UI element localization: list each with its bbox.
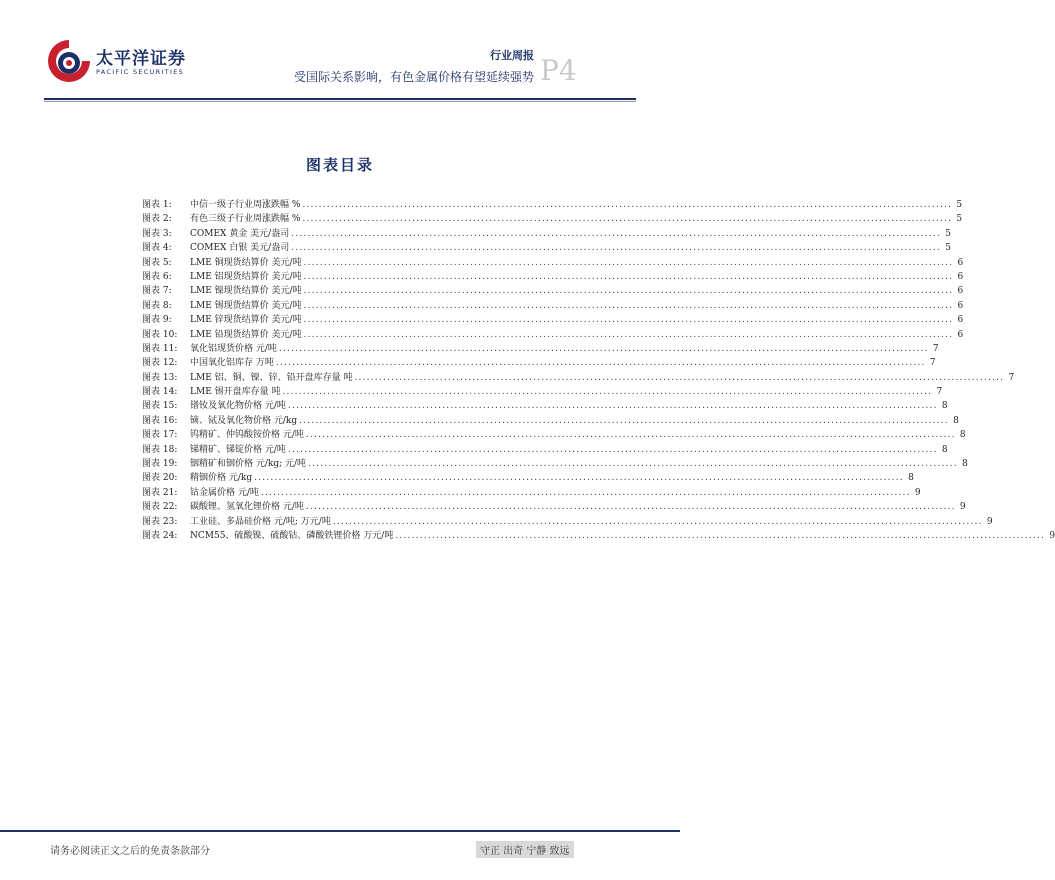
toc-item-title: COMEX 黄金 美元/盎司: [190, 228, 290, 239]
toc-item[interactable]: [142, 284, 964, 298]
toc-item[interactable]: [142, 414, 959, 428]
toc-item-label: 图表 19:: [142, 459, 178, 470]
toc-item-title: LME 铅现货结算价 美元/吨: [190, 329, 302, 340]
toc-item-title: LME 铝现货结算价 美元/吨: [190, 271, 302, 282]
toc-item-label: 图表 21:: [142, 487, 178, 498]
toc-item-page: 9: [959, 502, 966, 513]
toc-item-label: 图表 22:: [142, 502, 178, 513]
toc-item-page: 5: [945, 228, 951, 239]
toc-item-title: LME 镍现货结算价 美元/吨: [190, 286, 302, 297]
logo-chinese-name: 太平洋证券: [96, 49, 186, 69]
page-number: P4: [540, 54, 577, 87]
toc-item-label: 图表 8:: [142, 300, 172, 311]
toc-leader-dots: ................................................................................................................................................................: [354, 372, 1005, 383]
toc-item-title: LME 铜现货结算价 美元/吨: [190, 257, 302, 268]
toc-leader-dots: ................................................................................................................................................................: [260, 487, 911, 498]
toc-item-page: 7: [1008, 372, 1015, 383]
toc-leader-dots: ................................................................................................................................................................: [287, 444, 938, 455]
toc-item-page: 8: [953, 415, 959, 426]
footer-divider: [0, 830, 680, 832]
toc-item-page: 7: [929, 358, 936, 369]
toc-item[interactable]: [142, 241, 951, 255]
toc-item-title: LME 锡开盘库存量 吨: [190, 387, 281, 398]
toc-item[interactable]: [142, 515, 993, 529]
toc-leader-dots: ................................................................................................................................................................: [305, 430, 956, 441]
toc-item[interactable]: [142, 443, 948, 457]
toc-leader-dots: ................................................................................................................................................................: [303, 315, 954, 326]
toc-leader-dots: ................................................................................................................................................................: [303, 286, 954, 297]
toc-item-label: 图表 6:: [142, 271, 172, 282]
toc-item[interactable]: [142, 471, 914, 485]
toc-item-label: 图表 24:: [142, 530, 178, 541]
toc-item-label: 图表 23:: [142, 516, 178, 527]
toc-leader-dots: ................................................................................................................................................................: [303, 271, 954, 282]
toc-item-label: 图表 20:: [142, 473, 178, 484]
toc-leader-dots: ................................................................................................................................................................: [303, 257, 954, 268]
toc-leader-dots: ................................................................................................................................................................: [299, 415, 949, 426]
toc-item[interactable]: [142, 212, 963, 226]
toc-item-label: 图表 1:: [142, 200, 172, 210]
toc-item[interactable]: [142, 270, 964, 284]
toc-item-page: 6: [957, 315, 964, 326]
toc-item[interactable]: [142, 500, 966, 514]
toc-item-page: 8: [941, 444, 948, 455]
toc-item[interactable]: [142, 529, 1055, 543]
toc-item-title: 工业硅、多晶硅价格 元/吨; 万元/吨: [190, 516, 331, 527]
toc-item-page: 6: [957, 286, 964, 297]
toc-leader-dots: ................................................................................................................................................................: [278, 343, 929, 354]
toc-item-title: LME 铝、铜、镍、锌、铅开盘库存量 吨: [190, 372, 353, 383]
toc-item-page: 5: [956, 214, 963, 225]
header-divider: [44, 98, 636, 100]
company-motto: 守正 出奇 宁静 致远: [476, 841, 574, 858]
toc-item[interactable]: [142, 428, 966, 442]
toc-leader-dots: ................................................................................................................................................................: [302, 200, 953, 210]
toc-item[interactable]: [142, 313, 964, 327]
toc-leader-dots: ................................................................................................................................................................: [332, 516, 983, 527]
toc-item-label: 图表 3:: [142, 228, 172, 239]
toc-item-title: 钴金属价格 元/吨: [190, 487, 259, 498]
toc-item-page: 5: [945, 243, 951, 254]
toc-item-title: 中国氧化铝库存 万吨: [190, 358, 274, 369]
toc-leader-dots: ................................................................................................................................................................: [275, 358, 926, 369]
toc-leader-dots: ................................................................................................................................................................: [303, 300, 954, 311]
toc-item-label: 图表 17:: [142, 430, 178, 441]
toc-leader-dots: ................................................................................................................................................................: [291, 228, 941, 239]
disclaimer-note: 请务必阅读正文之后的免责条款部分: [50, 846, 210, 857]
table-of-figures: [142, 198, 1055, 543]
toc-item-page: 6: [957, 271, 964, 282]
toc-item-label: 图表 5:: [142, 257, 172, 268]
toc-leader-dots: ................................................................................................................................................................: [302, 214, 953, 225]
toc-item-page: 9: [986, 516, 993, 527]
toc-item[interactable]: [142, 486, 921, 500]
report-title: 受国际关系影响，有色金属价格有望延续强势: [293, 70, 534, 84]
pacific-securities-logo-icon: [46, 36, 92, 86]
toc-item-label: 图表 2:: [142, 214, 172, 225]
toc-item-label: 图表 11:: [142, 343, 178, 354]
toc-item-label: 图表 13:: [142, 372, 178, 383]
toc-item-page: 9: [914, 487, 921, 498]
toc-leader-dots: ................................................................................................................................................................: [308, 459, 958, 470]
toc-item-label: 图表 7:: [142, 286, 172, 297]
header-divider-thin: [44, 101, 636, 102]
toc-item-page: 6: [957, 300, 964, 311]
toc-item[interactable]: [142, 399, 948, 413]
toc-leader-dots: ................................................................................................................................................................: [291, 243, 941, 254]
toc-item-title: COMEX 白银 美元/盎司: [190, 243, 290, 254]
toc-item-label: 图表 12:: [142, 358, 178, 369]
toc-item-page: 8: [941, 401, 948, 412]
toc-item-page: 8: [959, 430, 966, 441]
toc-leader-dots: ................................................................................................................................................................: [254, 473, 904, 484]
toc-item-title: 钨精矿、仲钨酸铵价格 元/吨: [190, 430, 304, 441]
toc-item-page: 8: [962, 459, 968, 470]
toc-item-title: 碳酸锂、氢氧化锂价格 元/吨: [190, 502, 304, 513]
toc-item-title: 氧化铝现货价格 元/吨: [190, 343, 277, 354]
toc-item-title: 镨钕及氧化物价格 元/吨: [190, 401, 286, 412]
toc-leader-dots: ................................................................................................................................................................: [287, 401, 938, 412]
logo-english-name: PACIFIC SECURITIES: [96, 68, 185, 76]
toc-item[interactable]: [142, 371, 1015, 385]
toc-leader-dots: ................................................................................................................................................................: [282, 387, 933, 398]
toc-item[interactable]: [142, 356, 936, 370]
toc-item-label: 图表 16:: [142, 415, 178, 426]
toc-item-label: 图表 15:: [142, 401, 178, 412]
toc-leader-dots: ................................................................................................................................................................: [305, 502, 956, 513]
company-logo: [46, 36, 196, 86]
toc-heading: 图表目录: [305, 156, 374, 174]
toc-item-page: 9: [1049, 530, 1055, 541]
toc-item-page: 5: [956, 200, 963, 210]
toc-item-page: 7: [932, 343, 939, 354]
toc-item-label: 图表 18:: [142, 444, 178, 455]
toc-item-title: 镝、铽及氧化物价格 元/kg: [190, 415, 298, 426]
toc-item-label: 图表 14:: [142, 387, 178, 398]
toc-item-page: 8: [908, 473, 914, 484]
toc-item[interactable]: [142, 256, 964, 270]
page-header: [0, 0, 680, 105]
toc-item[interactable]: [142, 227, 951, 241]
toc-item-title: 锑精矿、锑锭价格 元/吨: [190, 444, 286, 455]
toc-item-title: LME 锡现货结算价 美元/吨: [190, 300, 302, 311]
toc-item-title: 有色三级子行业周涨跌幅 %: [190, 214, 301, 225]
toc-item[interactable]: [142, 299, 964, 313]
toc-item[interactable]: [142, 457, 968, 471]
toc-item[interactable]: [142, 328, 964, 342]
toc-item-label: 图表 9:: [142, 315, 172, 326]
toc-item-page: 6: [957, 329, 964, 340]
toc-item-title: LME 锌现货结算价 美元/吨: [190, 315, 302, 326]
toc-leader-dots: ................................................................................................................................................................: [395, 530, 1046, 541]
toc-item-label: 图表 4:: [142, 243, 172, 254]
toc-item[interactable]: [142, 385, 943, 399]
toc-item-label: 图表 10:: [142, 329, 178, 340]
report-type: 行业周报: [490, 49, 534, 62]
toc-item-page: 7: [936, 387, 943, 398]
toc-item[interactable]: [142, 198, 963, 212]
toc-item-page: 6: [957, 257, 964, 268]
toc-item-title: 中信一级子行业周涨跌幅 %: [190, 200, 301, 210]
toc-leader-dots: ................................................................................................................................................................: [303, 329, 954, 340]
toc-item[interactable]: [142, 342, 939, 356]
toc-item-title: 精铟价格 元/kg: [190, 473, 253, 484]
toc-item-title: 铟精矿和铟价格 元/kg; 元/吨: [190, 459, 307, 470]
toc-item-title: NCM55、硫酸镍、硫酸钴、磷酸铁锂价格 万元/吨: [190, 530, 394, 541]
